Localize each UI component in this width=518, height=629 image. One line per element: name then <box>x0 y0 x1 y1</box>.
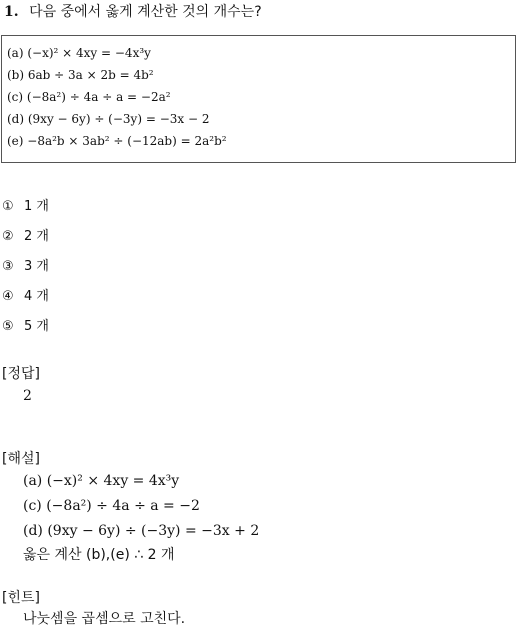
explanation-line-c: (c) (−8a²) ÷ 4a ÷ a = −2 <box>23 498 200 514</box>
question-text: 다음 중에서 옳게 계산한 것의 개수는? <box>29 4 262 20</box>
choice-3[interactable] <box>2 258 49 276</box>
hint-label: [힌트] <box>2 590 40 606</box>
choice-2[interactable] <box>2 228 49 246</box>
explanation-line-a: (a) (−x)² × 4xy = 4x³y <box>23 473 180 489</box>
choice-label: 1 개 <box>24 199 49 214</box>
hint-text: 나눗셈을 곱셈으로 고친다. <box>23 611 186 627</box>
explanation-conclusion: 옳은 계산 (b),(e) ∴ 2 개 <box>23 547 175 563</box>
statement-a: (a) (−x)² × 4xy = −4x³y <box>7 46 151 60</box>
choice-mark: ③ <box>2 259 14 274</box>
choice-mark: ⑤ <box>2 319 14 334</box>
choice-label: 3 개 <box>24 259 49 274</box>
answer-value: 2 <box>23 388 32 404</box>
choice-mark: ② <box>2 229 14 244</box>
choice-5[interactable] <box>2 318 49 336</box>
choice-4[interactable] <box>2 288 49 306</box>
choice-label: 2 개 <box>24 229 49 244</box>
question-number: 1. <box>4 4 19 20</box>
explanation-line-d: (d) (9xy − 6y) ÷ (−3y) = −3x + 2 <box>23 523 260 539</box>
answer-label: [정답] <box>2 366 40 382</box>
choice-1[interactable] <box>2 198 49 216</box>
statement-d: (d) (9xy − 6y) ÷ (−3y) = −3x − 2 <box>7 112 210 126</box>
choice-label: 5 개 <box>24 319 49 334</box>
statement-b: (b) 6ab ÷ 3a × 2b = 4b² <box>7 68 154 82</box>
choice-mark: ① <box>2 199 14 214</box>
question-header <box>4 2 262 22</box>
statement-c: (c) (−8a²) ÷ 4a ÷ a = −2a² <box>7 90 171 104</box>
choice-mark: ④ <box>2 289 14 304</box>
explanation-label: [해설] <box>2 451 40 467</box>
statement-e: (e) −8a²b × 3ab² ÷ (−12ab) = 2a²b² <box>7 134 227 148</box>
statements-box <box>1 35 516 163</box>
choice-label: 4 개 <box>24 289 49 304</box>
